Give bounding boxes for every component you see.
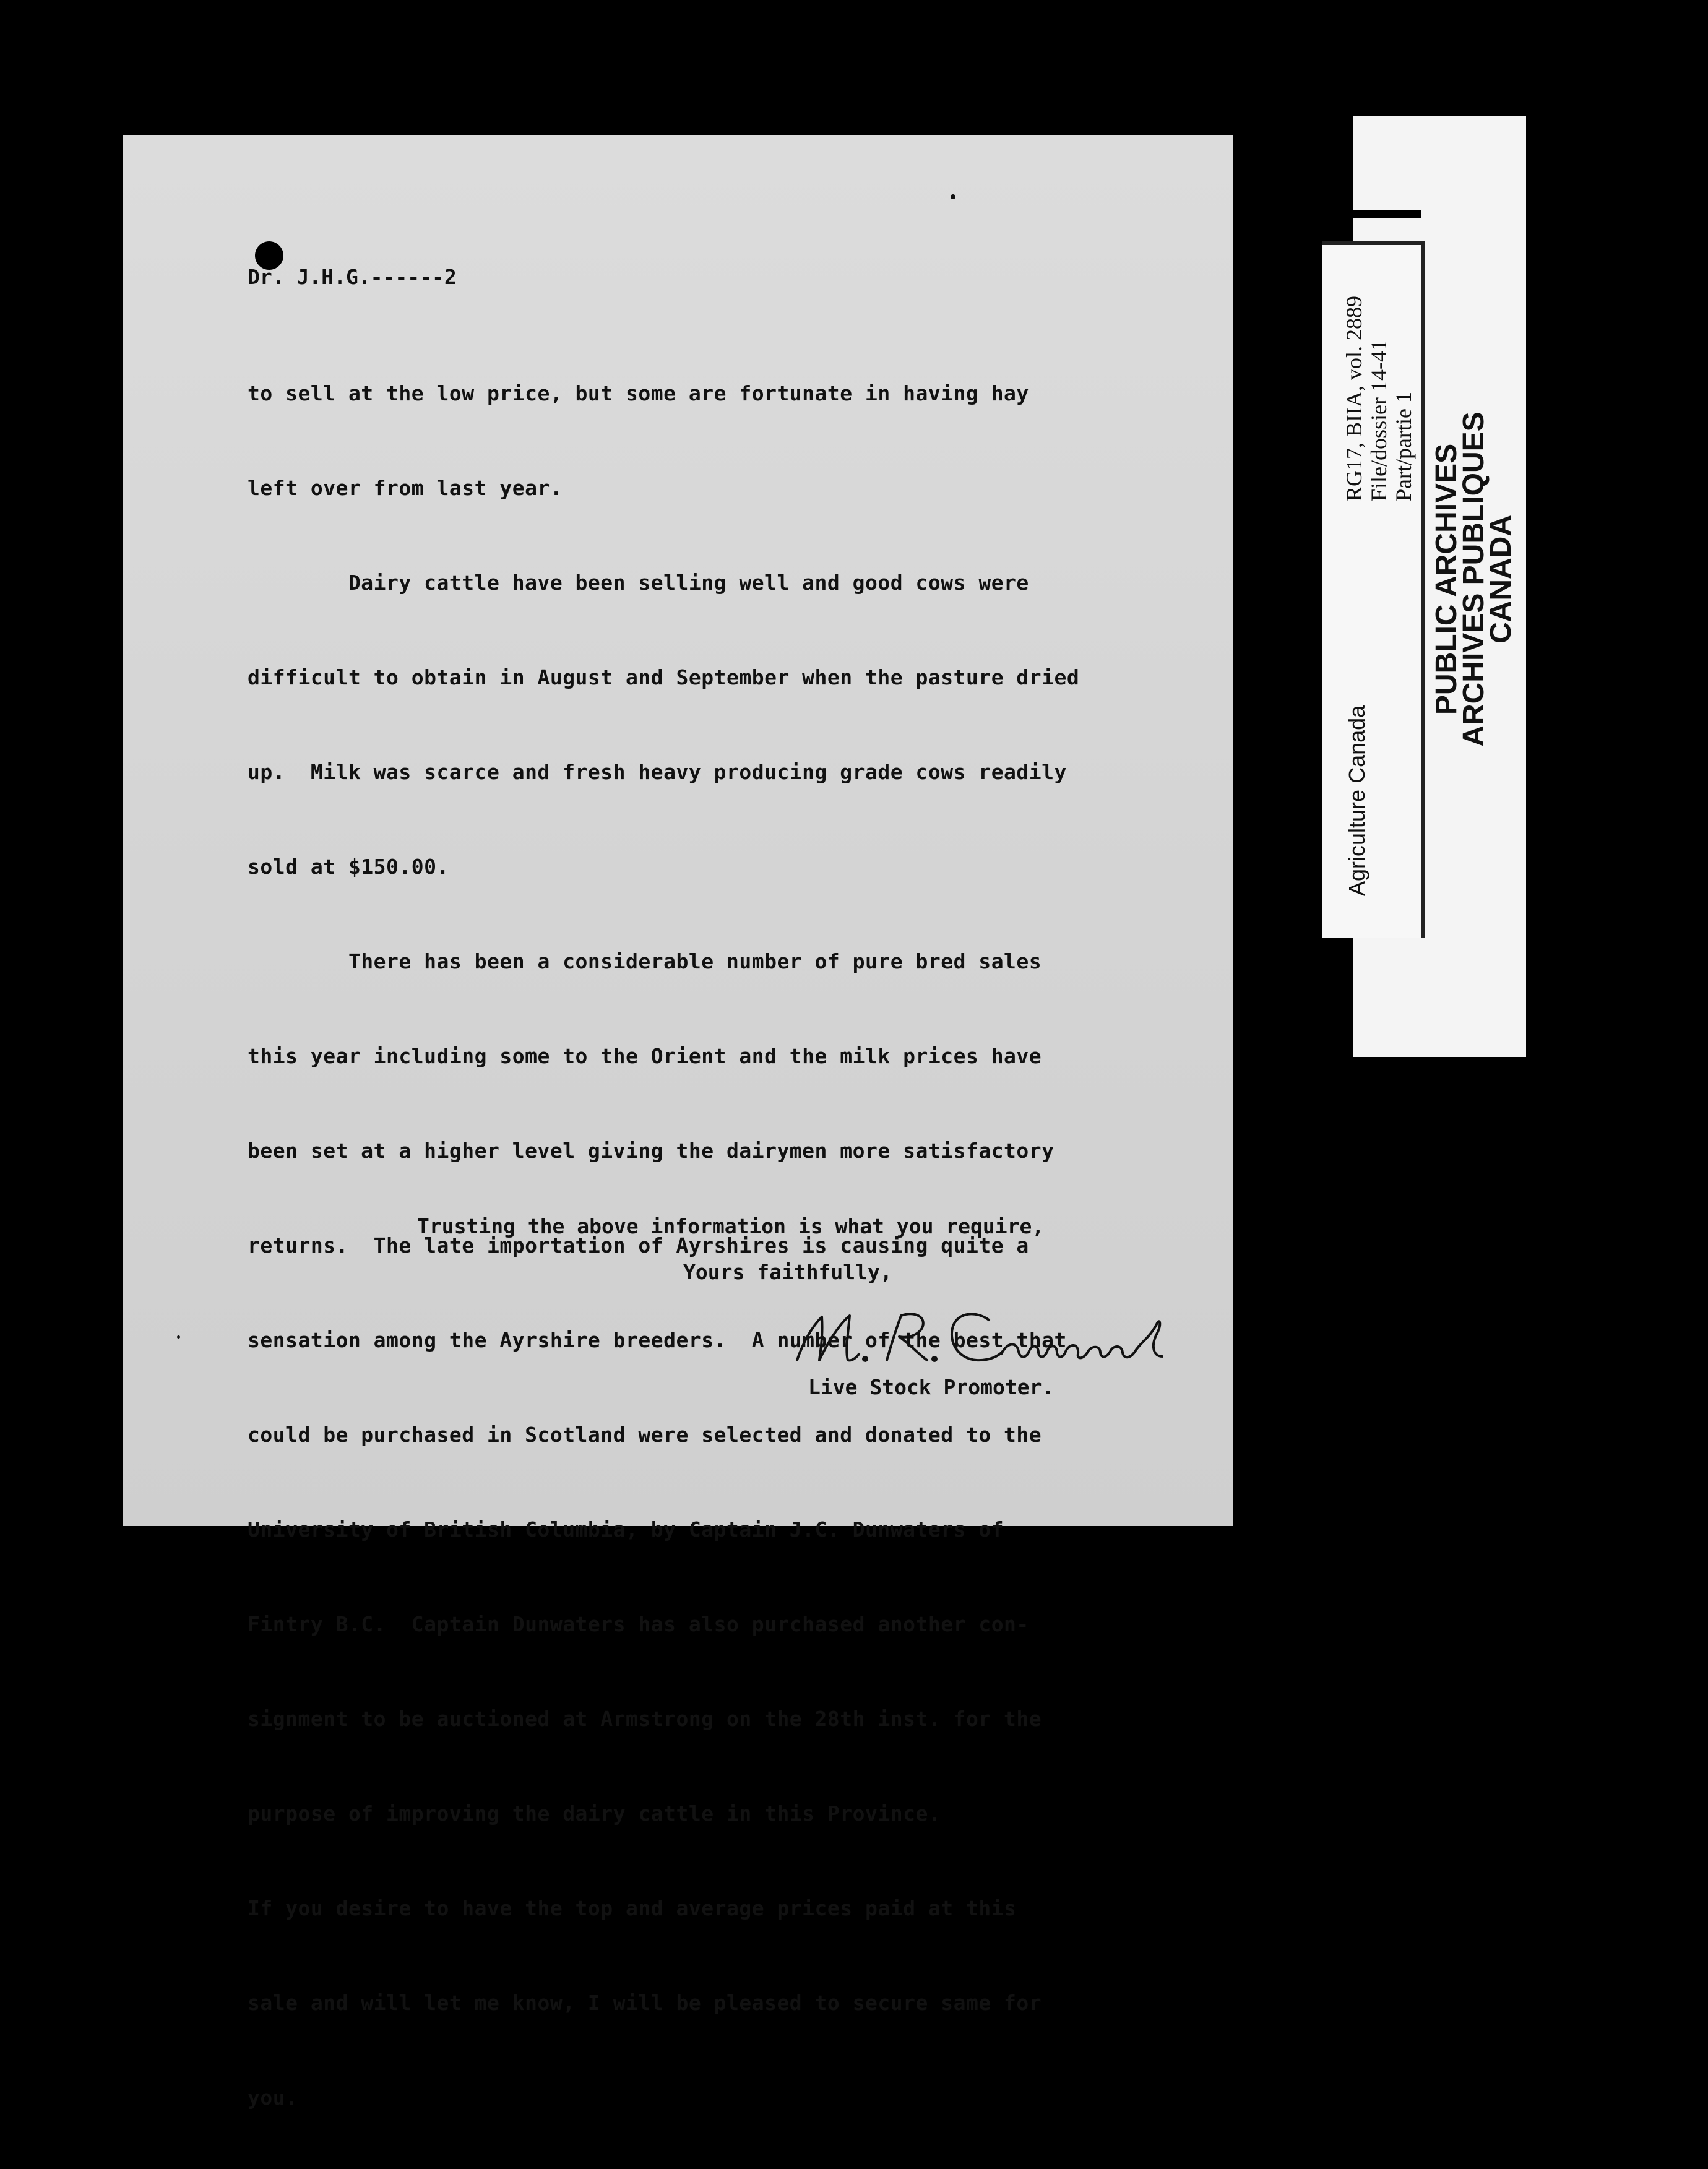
- letter-body: [248, 322, 1079, 2169]
- body-line: difficult to obtain in August and September when the pasture dried: [248, 665, 1080, 689]
- stamp-line-country: CANADA: [1485, 515, 1517, 644]
- handwritten-signature: [779, 1292, 1175, 1379]
- body-line: University of British Columbia, by Captain J.C. Dunwaters of: [248, 1517, 1004, 1542]
- ink-speck: [177, 1335, 180, 1339]
- letter-page: [123, 135, 1233, 2110]
- body-line: left over from last year.: [248, 476, 563, 500]
- reference-volume: RG17, BIIA, vol. 2889: [1342, 296, 1366, 501]
- body-line: purpose of improving the dairy cattle in this Province.: [248, 1801, 941, 1826]
- letter-page-header: Dr. J.H.G.------2: [248, 265, 457, 289]
- body-line: signment to be auctioned at Armstrong on the 28th inst. for the: [248, 1707, 1042, 1731]
- archive-reference: [1342, 296, 1416, 501]
- body-line: this year including some to the Orient and the milk prices have: [248, 1044, 1042, 1068]
- body-line: sale and will let me know, I will be pleased to secure same for: [248, 1991, 1042, 2015]
- body-line: If you desire to have the top and average prices paid at this: [248, 1896, 1017, 1920]
- body-line: could be purchased in Scotland were selected and donated to the: [248, 1423, 1042, 1447]
- public-archives-stamp: [1430, 406, 1517, 752]
- body-line: Dairy cattle have been selling well and good cows were: [248, 571, 1029, 595]
- valediction: Yours faithfully,: [683, 1260, 892, 1284]
- body-line: to sell at the low price, but some are fortunate in having hay: [248, 381, 1029, 405]
- body-line: up. Milk was scarce and fresh heavy producing grade cows readily: [248, 760, 1067, 784]
- department-label: Agriculture Canada: [1344, 705, 1369, 896]
- body-line: been set at a higher level giving the dairymen more satisfactory: [248, 1139, 1055, 1163]
- reference-part: Part/partie 1: [1391, 392, 1416, 501]
- closing-line: Trusting the above information is what you require,: [417, 1214, 1045, 1238]
- stamp-line-english: PUBLIC ARCHIVES: [1430, 443, 1463, 715]
- body-line: you.: [248, 2085, 298, 2110]
- signer-title: Live Stock Promoter.: [808, 1375, 1055, 1399]
- ink-speck: [951, 194, 955, 199]
- body-line: sold at $150.00.: [248, 855, 449, 879]
- stamp-line-french: ARCHIVES PUBLIQUES: [1457, 412, 1490, 747]
- body-line: returns. The late importation of Ayrshires is causing quite a: [248, 1233, 1029, 1257]
- body-line: Fintry B.C. Captain Dunwaters has also purchased another con-: [248, 1612, 1029, 1636]
- body-line: sensation among the Ayrshire breeders. A number of the best that: [248, 1328, 1067, 1352]
- reference-file: File/dossier 14-41: [1366, 340, 1391, 501]
- body-line: There has been a considerable number of pure bred sales: [248, 949, 1042, 973]
- card-edge: [1353, 210, 1421, 218]
